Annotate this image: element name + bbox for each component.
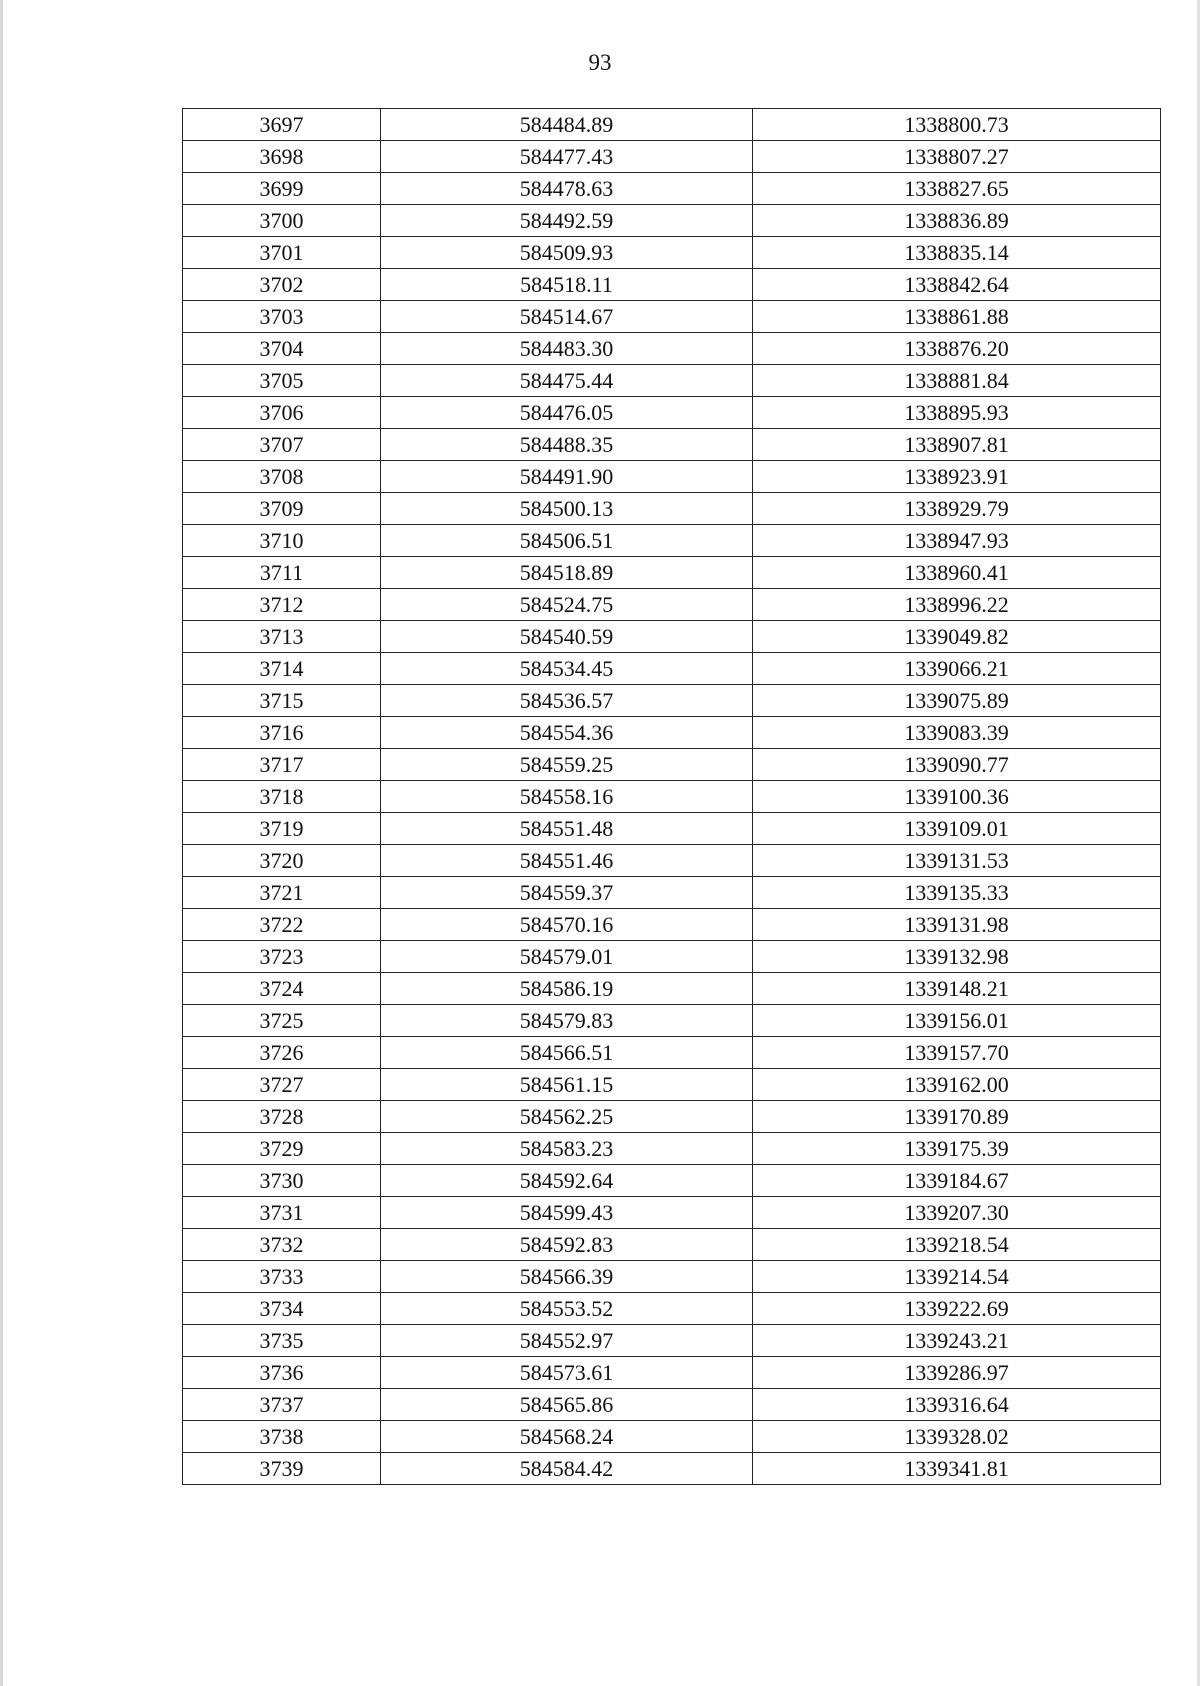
point-number-cell: 3711 (183, 557, 381, 589)
point-number-cell: 3722 (183, 909, 381, 941)
y-coordinate-cell: 1339316.64 (753, 1389, 1161, 1421)
point-number-cell: 3732 (183, 1229, 381, 1261)
y-coordinate-cell: 1339132.98 (753, 941, 1161, 973)
x-coordinate-cell: 584592.64 (381, 1165, 753, 1197)
table-row (183, 237, 1161, 269)
x-coordinate-cell: 584518.89 (381, 557, 753, 589)
point-number-cell: 3739 (183, 1453, 381, 1485)
x-coordinate-cell: 584566.51 (381, 1037, 753, 1069)
x-coordinate-cell: 584514.67 (381, 301, 753, 333)
x-coordinate-cell: 584586.19 (381, 973, 753, 1005)
point-number-cell: 3727 (183, 1069, 381, 1101)
point-number-cell: 3718 (183, 781, 381, 813)
point-number-cell: 3697 (183, 109, 381, 141)
x-coordinate-cell: 584566.39 (381, 1261, 753, 1293)
table-row (183, 973, 1161, 1005)
x-coordinate-cell: 584476.05 (381, 397, 753, 429)
x-coordinate-cell: 584592.83 (381, 1229, 753, 1261)
point-number-cell: 3715 (183, 685, 381, 717)
table-row (183, 461, 1161, 493)
x-coordinate-cell: 584561.15 (381, 1069, 753, 1101)
x-coordinate-cell: 584500.13 (381, 493, 753, 525)
table-row (183, 397, 1161, 429)
table-row (183, 1261, 1161, 1293)
point-number-cell: 3734 (183, 1293, 381, 1325)
table-row (183, 1325, 1161, 1357)
table-row (183, 269, 1161, 301)
table-row (183, 845, 1161, 877)
y-coordinate-cell: 1338881.84 (753, 365, 1161, 397)
y-coordinate-cell: 1338807.27 (753, 141, 1161, 173)
x-coordinate-cell: 584583.23 (381, 1133, 753, 1165)
table-row (183, 173, 1161, 205)
x-coordinate-cell: 584540.59 (381, 621, 753, 653)
point-number-cell: 3698 (183, 141, 381, 173)
y-coordinate-cell: 1339207.30 (753, 1197, 1161, 1229)
y-coordinate-cell: 1339156.01 (753, 1005, 1161, 1037)
table-row (183, 589, 1161, 621)
point-number-cell: 3736 (183, 1357, 381, 1389)
point-number-cell: 3708 (183, 461, 381, 493)
table-row (183, 525, 1161, 557)
point-number-cell: 3724 (183, 973, 381, 1005)
x-coordinate-cell: 584478.63 (381, 173, 753, 205)
point-number-cell: 3712 (183, 589, 381, 621)
x-coordinate-cell: 584553.52 (381, 1293, 753, 1325)
point-number-cell: 3716 (183, 717, 381, 749)
table-row (183, 941, 1161, 973)
point-number-cell: 3700 (183, 205, 381, 237)
table-row (183, 1293, 1161, 1325)
point-number-cell: 3706 (183, 397, 381, 429)
y-coordinate-cell: 1339109.01 (753, 813, 1161, 845)
table-row (183, 781, 1161, 813)
point-number-cell: 3731 (183, 1197, 381, 1229)
table-row (183, 813, 1161, 845)
x-coordinate-cell: 584568.24 (381, 1421, 753, 1453)
page-number: 93 (588, 50, 612, 75)
point-number-cell: 3710 (183, 525, 381, 557)
x-coordinate-cell: 584559.25 (381, 749, 753, 781)
table-row (183, 909, 1161, 941)
y-coordinate-cell: 1338876.20 (753, 333, 1161, 365)
point-number-cell: 3728 (183, 1101, 381, 1133)
x-coordinate-cell: 584570.16 (381, 909, 753, 941)
point-number-cell: 3702 (183, 269, 381, 301)
table-row (183, 301, 1161, 333)
y-coordinate-cell: 1338835.14 (753, 237, 1161, 269)
table-row (183, 1005, 1161, 1037)
y-coordinate-cell: 1339175.39 (753, 1133, 1161, 1165)
coordinates-table-body (183, 109, 1161, 1485)
x-coordinate-cell: 584551.46 (381, 845, 753, 877)
x-coordinate-cell: 584579.83 (381, 1005, 753, 1037)
y-coordinate-cell: 1338960.41 (753, 557, 1161, 589)
x-coordinate-cell: 584484.89 (381, 109, 753, 141)
x-coordinate-cell: 584477.43 (381, 141, 753, 173)
table-row (183, 749, 1161, 781)
table-row (183, 1389, 1161, 1421)
x-coordinate-cell: 584559.37 (381, 877, 753, 909)
point-number-cell: 3701 (183, 237, 381, 269)
y-coordinate-cell: 1339090.77 (753, 749, 1161, 781)
y-coordinate-cell: 1338947.93 (753, 525, 1161, 557)
table-row (183, 493, 1161, 525)
x-coordinate-cell: 584506.51 (381, 525, 753, 557)
x-coordinate-cell: 584554.36 (381, 717, 753, 749)
point-number-cell: 3733 (183, 1261, 381, 1293)
scan-left-edge (0, 0, 3, 1686)
y-coordinate-cell: 1339170.89 (753, 1101, 1161, 1133)
y-coordinate-cell: 1339218.54 (753, 1229, 1161, 1261)
table-row (183, 109, 1161, 141)
point-number-cell: 3726 (183, 1037, 381, 1069)
point-number-cell: 3723 (183, 941, 381, 973)
table-row (183, 429, 1161, 461)
y-coordinate-cell: 1339157.70 (753, 1037, 1161, 1069)
x-coordinate-cell: 584573.61 (381, 1357, 753, 1389)
x-coordinate-cell: 584534.45 (381, 653, 753, 685)
y-coordinate-cell: 1339214.54 (753, 1261, 1161, 1293)
y-coordinate-cell: 1338907.81 (753, 429, 1161, 461)
table-row (183, 621, 1161, 653)
table-row (183, 205, 1161, 237)
point-number-cell: 3699 (183, 173, 381, 205)
point-number-cell: 3707 (183, 429, 381, 461)
table-row (183, 1453, 1161, 1485)
x-coordinate-cell: 584483.30 (381, 333, 753, 365)
table-row (183, 1357, 1161, 1389)
coordinates-table (182, 108, 1161, 1485)
table-row (183, 1101, 1161, 1133)
x-coordinate-cell: 584558.16 (381, 781, 753, 813)
y-coordinate-cell: 1339243.21 (753, 1325, 1161, 1357)
x-coordinate-cell: 584584.42 (381, 1453, 753, 1485)
table-row (183, 1421, 1161, 1453)
table-row (183, 653, 1161, 685)
x-coordinate-cell: 584579.01 (381, 941, 753, 973)
x-coordinate-cell: 584488.35 (381, 429, 753, 461)
point-number-cell: 3703 (183, 301, 381, 333)
y-coordinate-cell: 1339286.97 (753, 1357, 1161, 1389)
y-coordinate-cell: 1339131.53 (753, 845, 1161, 877)
x-coordinate-cell: 584509.93 (381, 237, 753, 269)
table-row (183, 1165, 1161, 1197)
y-coordinate-cell: 1339184.67 (753, 1165, 1161, 1197)
y-coordinate-cell: 1338929.79 (753, 493, 1161, 525)
x-coordinate-cell: 584552.97 (381, 1325, 753, 1357)
y-coordinate-cell: 1339222.69 (753, 1293, 1161, 1325)
table-row (183, 141, 1161, 173)
table-row (183, 1133, 1161, 1165)
y-coordinate-cell: 1339066.21 (753, 653, 1161, 685)
y-coordinate-cell: 1339049.82 (753, 621, 1161, 653)
x-coordinate-cell: 584524.75 (381, 589, 753, 621)
point-number-cell: 3704 (183, 333, 381, 365)
point-number-cell: 3735 (183, 1325, 381, 1357)
x-coordinate-cell: 584562.25 (381, 1101, 753, 1133)
point-number-cell: 3720 (183, 845, 381, 877)
y-coordinate-cell: 1339083.39 (753, 717, 1161, 749)
x-coordinate-cell: 584475.44 (381, 365, 753, 397)
point-number-cell: 3738 (183, 1421, 381, 1453)
point-number-cell: 3709 (183, 493, 381, 525)
table-row (183, 717, 1161, 749)
y-coordinate-cell: 1339100.36 (753, 781, 1161, 813)
y-coordinate-cell: 1338800.73 (753, 109, 1161, 141)
table-row (183, 1197, 1161, 1229)
x-coordinate-cell: 584536.57 (381, 685, 753, 717)
y-coordinate-cell: 1339135.33 (753, 877, 1161, 909)
point-number-cell: 3719 (183, 813, 381, 845)
x-coordinate-cell: 584599.43 (381, 1197, 753, 1229)
point-number-cell: 3725 (183, 1005, 381, 1037)
table-row (183, 333, 1161, 365)
point-number-cell: 3729 (183, 1133, 381, 1165)
x-coordinate-cell: 584491.90 (381, 461, 753, 493)
y-coordinate-cell: 1339162.00 (753, 1069, 1161, 1101)
table-row (183, 557, 1161, 589)
y-coordinate-cell: 1339148.21 (753, 973, 1161, 1005)
y-coordinate-cell: 1339341.81 (753, 1453, 1161, 1485)
x-coordinate-cell: 584565.86 (381, 1389, 753, 1421)
x-coordinate-cell: 584551.48 (381, 813, 753, 845)
y-coordinate-cell: 1339075.89 (753, 685, 1161, 717)
y-coordinate-cell: 1338827.65 (753, 173, 1161, 205)
y-coordinate-cell: 1338895.93 (753, 397, 1161, 429)
point-number-cell: 3737 (183, 1389, 381, 1421)
table-row (183, 1069, 1161, 1101)
point-number-cell: 3717 (183, 749, 381, 781)
y-coordinate-cell: 1338861.88 (753, 301, 1161, 333)
point-number-cell: 3721 (183, 877, 381, 909)
y-coordinate-cell: 1339328.02 (753, 1421, 1161, 1453)
y-coordinate-cell: 1338996.22 (753, 589, 1161, 621)
y-coordinate-cell: 1338923.91 (753, 461, 1161, 493)
x-coordinate-cell: 584492.59 (381, 205, 753, 237)
table-row (183, 877, 1161, 909)
x-coordinate-cell: 584518.11 (381, 269, 753, 301)
point-number-cell: 3713 (183, 621, 381, 653)
y-coordinate-cell: 1338836.89 (753, 205, 1161, 237)
point-number-cell: 3730 (183, 1165, 381, 1197)
y-coordinate-cell: 1338842.64 (753, 269, 1161, 301)
point-number-cell: 3714 (183, 653, 381, 685)
table-row (183, 1229, 1161, 1261)
point-number-cell: 3705 (183, 365, 381, 397)
table-row (183, 365, 1161, 397)
table-row (183, 685, 1161, 717)
y-coordinate-cell: 1339131.98 (753, 909, 1161, 941)
table-row (183, 1037, 1161, 1069)
